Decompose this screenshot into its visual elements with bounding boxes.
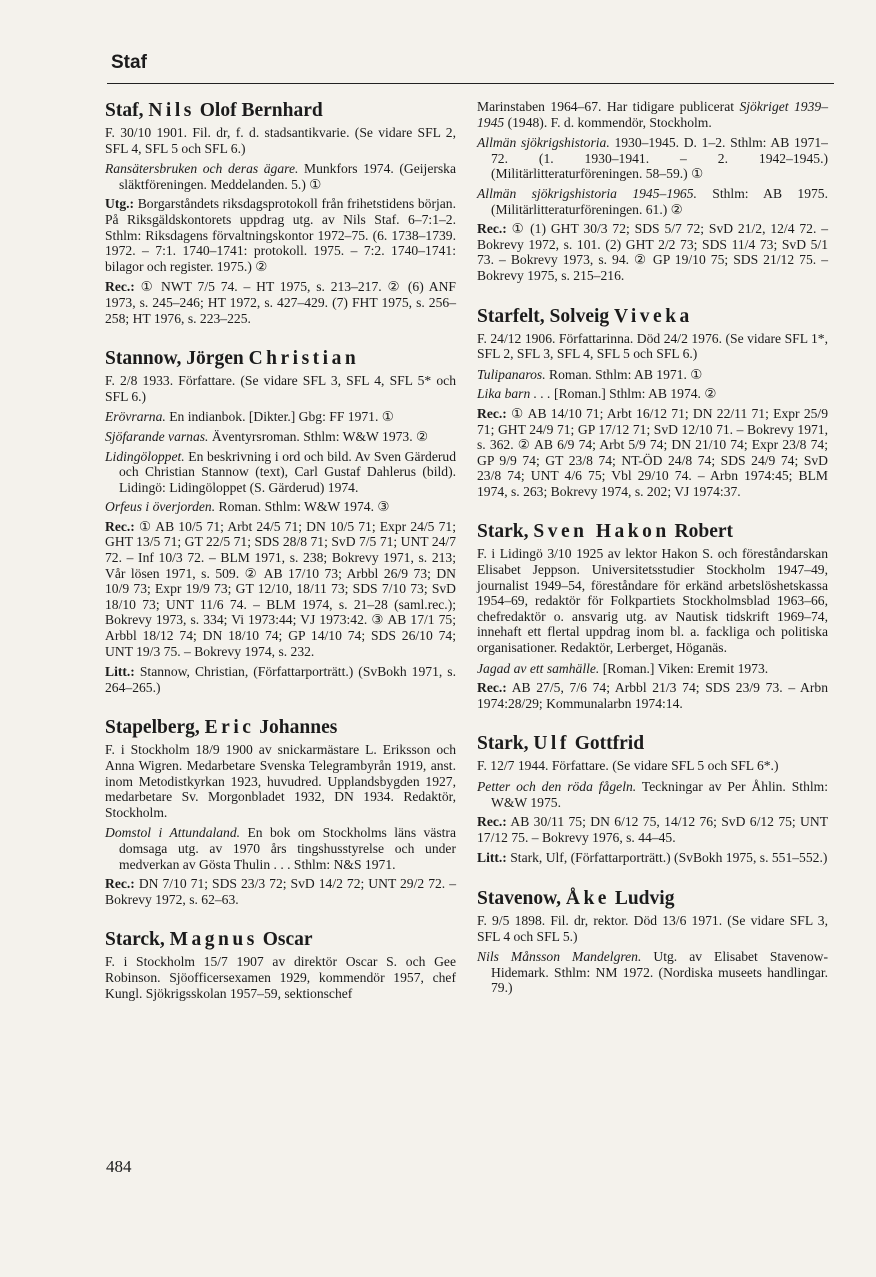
heading-surname: Stark, — [477, 521, 534, 543]
litt-text: Stark, Ulf, (Författarporträtt.) (SvBokh 1975, s. 551–552.) — [506, 850, 828, 866]
heading-callname: Nils — [148, 100, 195, 121]
entry-bio: F. i Stockholm 18/9 1900 av snickarmästare L. Eriksson och Anna Wigren. Medarbetare Svenska Telegrambyrån 1919, anst. inom Metodistkyrkan 1923, huvudred. Upplandsbygden 1927, medarbetare Sv. Morgonbladet 1932, DN 1934. Redaktör, Stockholm. — [105, 742, 456, 820]
work-details: [Roman.] Sthlm: AB 1974. ② — [550, 386, 717, 402]
work-item — [477, 135, 828, 182]
entry-starck-start — [105, 928, 456, 1001]
heading-surname: Stavenow, — [477, 887, 566, 909]
right-column — [477, 99, 828, 1000]
rec-label: Rec.: — [105, 518, 135, 534]
work-details: Teckningar av Per Åhlin. Sthlm: W&W 1975. — [491, 779, 828, 810]
entry-bio: F. 30/10 1901. Fil. dr, f. d. stadsantikvarie. (Se vidare SFL 2, SFL 4, SFL 5 och SFL 6.) — [105, 125, 456, 156]
utg-text: Borgarståndets riksdagsprotokoll från frihetstidens början. På Riksgäldskontorets uppdrag utg. av Nils Staf. 6–7:1–2. Sthlm: Riksdagens förvaltningskontor 1972–75. (6. 1738–1739. 1972. – 7:1. 1740–1741: protokoll. 1975. – 7:2. 1740–1741: bilagor och register. 1975.) ② — [105, 196, 456, 274]
rec-section — [477, 406, 828, 500]
heading-othernames: Ludvig — [609, 887, 675, 909]
heading-callname: Eric — [204, 717, 255, 739]
entry-heading — [105, 716, 456, 739]
litt-section — [477, 850, 828, 866]
heading-callname: Åke — [565, 887, 610, 909]
left-column — [105, 99, 456, 1006]
heading-surname: Stapelberg, — [105, 717, 205, 739]
entry-bio: F. i Stockholm 15/7 1907 av direktör Oscar S. och Gee Robinson. Sjöofficersexamen 1929, kommendör 1957, chef Kungl. Sjökrigsskolan 1957–59, sektionschef — [105, 954, 456, 1001]
work-title: Petter och den röda fågeln. — [477, 779, 637, 794]
bio-text: (1948). F. d. kommendör, Stockholm. — [504, 114, 712, 130]
heading-othernames: Olof Bernhard — [194, 100, 323, 121]
rec-text: ① AB 10/5 71; Arbt 24/5 71; DN 10/5 71; Expr 24/5 71; GHT 13/5 71; GT 22/5 71; SDS 28/8 71; SvD 7/5 71; UNT 24/7 72. – Inf 10/3 72. – BLM 1971, s. 238; Bokrevy 1971, s. 213; Vår lösen 1971, s. 509. ② AB 17/10 73; Arbbl 26/9 73; DN 10/9 73; Expr 19/9 73; GT 12/10, 18/11 73; SDS 7/10 73; SvD 18/10 73; UNT 11/6 74. – BLM 1974, s. 21–28 (saml.rec.); Bokrevy 1973, s. 334; Vi 1973:44; VJ 1973:42. ③ AB 17/1 75; Arbbl 18/12 74; DN 18/10 74; GP 14/10 74; SDS 26/10 74; UNT 19/3 75. – Bokrevy 1974, s. 232. — [105, 518, 456, 659]
work-title: Nils Månsson Mandelgren. — [477, 949, 642, 965]
page-number: 484 — [106, 1157, 132, 1176]
heading-othernames: Johannes — [254, 717, 338, 739]
heading-othernames: Oscar — [257, 929, 313, 951]
heading-surname: Stark, — [477, 733, 534, 755]
entry-bio: F. 24/12 1906. Författarinna. Död 24/2 1976. (Se vidare SFL 1*, SFL 2, SFL 3, SFL 4, SFL 5 och SFL 6.) — [477, 330, 828, 362]
entry-starfelt — [477, 305, 828, 500]
entry-heading — [477, 887, 828, 910]
work-title: Sjöfarande varnas. — [105, 428, 209, 444]
work-item — [477, 186, 828, 217]
utg-label: Utg.: — [105, 196, 135, 212]
heading-othernames: Robert — [669, 521, 734, 543]
heading-surname: Staf, — [105, 100, 149, 121]
work-item — [477, 661, 828, 677]
bio-work-title: Sjökriget 1939–1945 — [477, 99, 828, 130]
rec-section — [477, 680, 828, 711]
work-title: Allmän sjökrigshistoria. — [477, 135, 610, 151]
entry-stark-ulf — [477, 732, 828, 866]
work-item — [105, 825, 456, 872]
litt-label: Litt.: — [105, 664, 135, 680]
work-details: Sthlm: AB 1975. (Militärlitteraturföreningen. 61.) ② — [491, 185, 828, 217]
rec-section — [105, 279, 456, 326]
heading-othernames: Gottfrid — [569, 733, 645, 755]
work-details: Utg. av Elisabet Stavenow-Hidemark. Sthlm: NM 1972. (Nordiska museets handlingar. 79.) — [491, 949, 828, 996]
litt-text: Stannow, Christian, (Författarporträtt.) (SvBokh 1971, s. 264–265.) — [105, 664, 456, 695]
work-title: Allmän sjökrigshistoria 1945–1965. — [477, 185, 697, 201]
work-details: [Roman.] Viken: Eremit 1973. — [599, 660, 769, 676]
work-title: Lidingöloppet. — [105, 448, 185, 464]
rec-text: DN 7/10 71; SDS 23/3 72; SvD 14/2 72; UNT 29/2 72. – Bokrevy 1972, s. 62–63. — [105, 876, 456, 907]
heading-surname: Starfelt, Solveig — [477, 305, 615, 327]
work-item — [477, 386, 828, 402]
work-item — [477, 949, 828, 996]
rec-label: Rec.: — [477, 814, 507, 830]
work-title: Ransätersbruken och deras ägare. — [105, 161, 299, 177]
entry-bio: F. i Lidingö 3/10 1925 av lektor Hakon S. och föreståndarskan Elisabet Jeppson. Universitetsstudier Stockholm 1947–49, journalist 1949–54, föreståndare för erkänd arbetslöshetskassa 1954–69, redaktör för Folkpartiets Stockholmsblad 1963–66, chefredaktör o. ansvarig utg. av Nautisk tidskrift 1969–74, innehaft ett flertal uppdrag inom bl. a. fackliga och politiska organisationer. Redaktör, Lerberget, Höganäs. — [477, 546, 828, 656]
rec-label: Rec.: — [105, 279, 135, 295]
work-title: Domstol i Attundaland. — [105, 825, 241, 841]
work-details: 1930–1945. D. 1–2. Sthlm: AB 1971–72. (1. 1930–1941. – 2. 1942–1945.) (Militärlitteraturföreningen. 58–59.) ① — [491, 135, 828, 182]
litt-label: Litt.: — [477, 850, 507, 866]
work-details: Munkfors 1974. (Geijerska släktföreningen. Meddelanden. 5.) ① — [119, 161, 456, 192]
entry-bio: F. 2/8 1933. Författare. (Se vidare SFL 3, SFL 4, SFL 5* och SFL 6.) — [105, 373, 456, 404]
work-item — [105, 161, 456, 192]
rec-section — [105, 519, 456, 659]
rec-label: Rec.: — [105, 876, 135, 892]
entry-stannow — [105, 347, 456, 695]
entry-bio-continued — [477, 99, 828, 130]
header-rule — [107, 83, 834, 84]
work-title: Jagad av ett samhälle. — [477, 660, 600, 676]
work-item — [105, 449, 456, 496]
rec-text: ① AB 14/10 71; Arbt 16/12 71; DN 22/11 71; Expr 25/9 71; GHT 24/9 71; GP 17/12 71; SvD 12/10 71. – Bokrevy 1971, s. 362. ② AB 6/9 74; Arbt 5/9 74; DN 21/10 74; Expr 23/8 74; GP 9/9 74; GT 23/8 74; NT-ÖD 24/8 74; SDS 24/9 74; SvD 23/8 74; UNT 4/6 75; Vbl 29/10 74. – Arbn 1974:45; BLM 1974, s. 263; Bokrevy 1974, s. 202; VJ 1974:37. — [477, 405, 828, 499]
entry-heading — [105, 928, 456, 951]
heading-callname: Sven Hakon — [533, 521, 670, 543]
entry-stark-sven — [477, 520, 828, 711]
rec-label: Rec.: — [477, 405, 507, 421]
work-item — [477, 367, 828, 383]
work-title: Erövrarna. — [105, 409, 166, 425]
entry-stavenow — [477, 887, 828, 996]
work-item — [105, 409, 456, 425]
entry-heading — [477, 520, 828, 543]
rec-section — [477, 814, 828, 845]
work-title: Lika barn . . . — [477, 386, 551, 402]
entry-stapelberg — [105, 716, 456, 907]
heading-surname: Starck, — [105, 929, 170, 951]
work-details: Äventyrsroman. Sthlm: W&W 1973. ② — [208, 428, 429, 444]
work-details: Roman. Sthlm: AB 1971. ① — [545, 366, 703, 382]
heading-surname: Stannow, Jörgen — [105, 348, 249, 370]
entry-staf — [105, 99, 456, 326]
work-details: En bok om Stockholms läns västra domsaga utg. av 1970 års tingshusstyrelse och under medverkan av Gösta Thulin . . . Sthlm: N&S 1971. — [119, 825, 456, 872]
rec-label: Rec.: — [477, 221, 507, 237]
entry-bio: F. 9/5 1898. Fil. dr, rektor. Död 13/6 1971. (Se vidare SFL 3, SFL 4 och SFL 5.) — [477, 912, 828, 944]
work-details: En beskrivning i ord och bild. Av Sven Gärderud och Christian Stannow (text), Carl Gustaf Dahlerus (bild). Lidingö: Lidingöloppet (S. Gärderud) 1974. — [119, 448, 456, 495]
bio-text: Marinstaben 1964–67. Har tidigare publicerat — [477, 99, 740, 114]
entry-heading — [477, 305, 828, 328]
rec-text: AB 30/11 75; DN 6/12 75, 14/12 76; SvD 6/12 75; UNT 17/12 75. – Bokrevy 1976, s. 44–45. — [477, 814, 828, 845]
entry-starck-continued — [477, 99, 828, 284]
work-title: Orfeus i överjorden. — [105, 499, 216, 515]
entry-heading — [477, 732, 828, 755]
work-item — [105, 499, 456, 515]
work-title: Tulipanaros. — [477, 366, 546, 382]
rec-section — [105, 876, 456, 907]
work-item — [477, 779, 828, 810]
rec-text: ① (1) GHT 30/3 72; SDS 5/7 72; SvD 21/2, 12/4 72. – Bokrevy 1972, s. 101. (2) GHT 2/2 73; SDS 11/4 73; SvD 5/1 73. – Bokrevy 1973, s. 94. ② GP 19/10 75; SDS 21/12 75. – Bokrevy 1975, s. 215–216. — [477, 221, 828, 283]
rec-text: AB 27/5, 7/6 74; Arbbl 21/3 74; SDS 23/9 73. – Arbn 1974:28/29; Kommunalarbn 1974:14. — [477, 680, 828, 711]
heading-callname: Viveka — [614, 305, 693, 327]
work-details: Roman. Sthlm: W&W 1974. ③ — [215, 499, 390, 515]
entry-heading — [105, 347, 456, 370]
entry-bio: F. 12/7 1944. Författare. (Se vidare SFL 5 och SFL 6*.) — [477, 758, 779, 774]
rec-text: ① NWT 7/5 74. – HT 1975, s. 213–217. ② (6) ANF 1973, s. 245–246; HT 1972, s. 427–429. (7) FHT 1975, s. 256–258; HT 1976, s. 223–225. — [105, 279, 456, 326]
heading-callname: Christian — [248, 348, 360, 370]
utg-section — [105, 196, 456, 274]
rec-label: Rec.: — [477, 680, 507, 696]
litt-section — [105, 664, 456, 695]
entry-heading — [105, 99, 456, 122]
work-details: En indianbok. [Dikter.] Gbg: FF 1971. ① — [165, 409, 394, 425]
work-item — [105, 429, 456, 445]
rec-section — [477, 221, 828, 283]
heading-callname: Ulf — [533, 733, 570, 755]
heading-callname: Magnus — [169, 929, 258, 951]
running-head: Staf — [111, 52, 147, 73]
